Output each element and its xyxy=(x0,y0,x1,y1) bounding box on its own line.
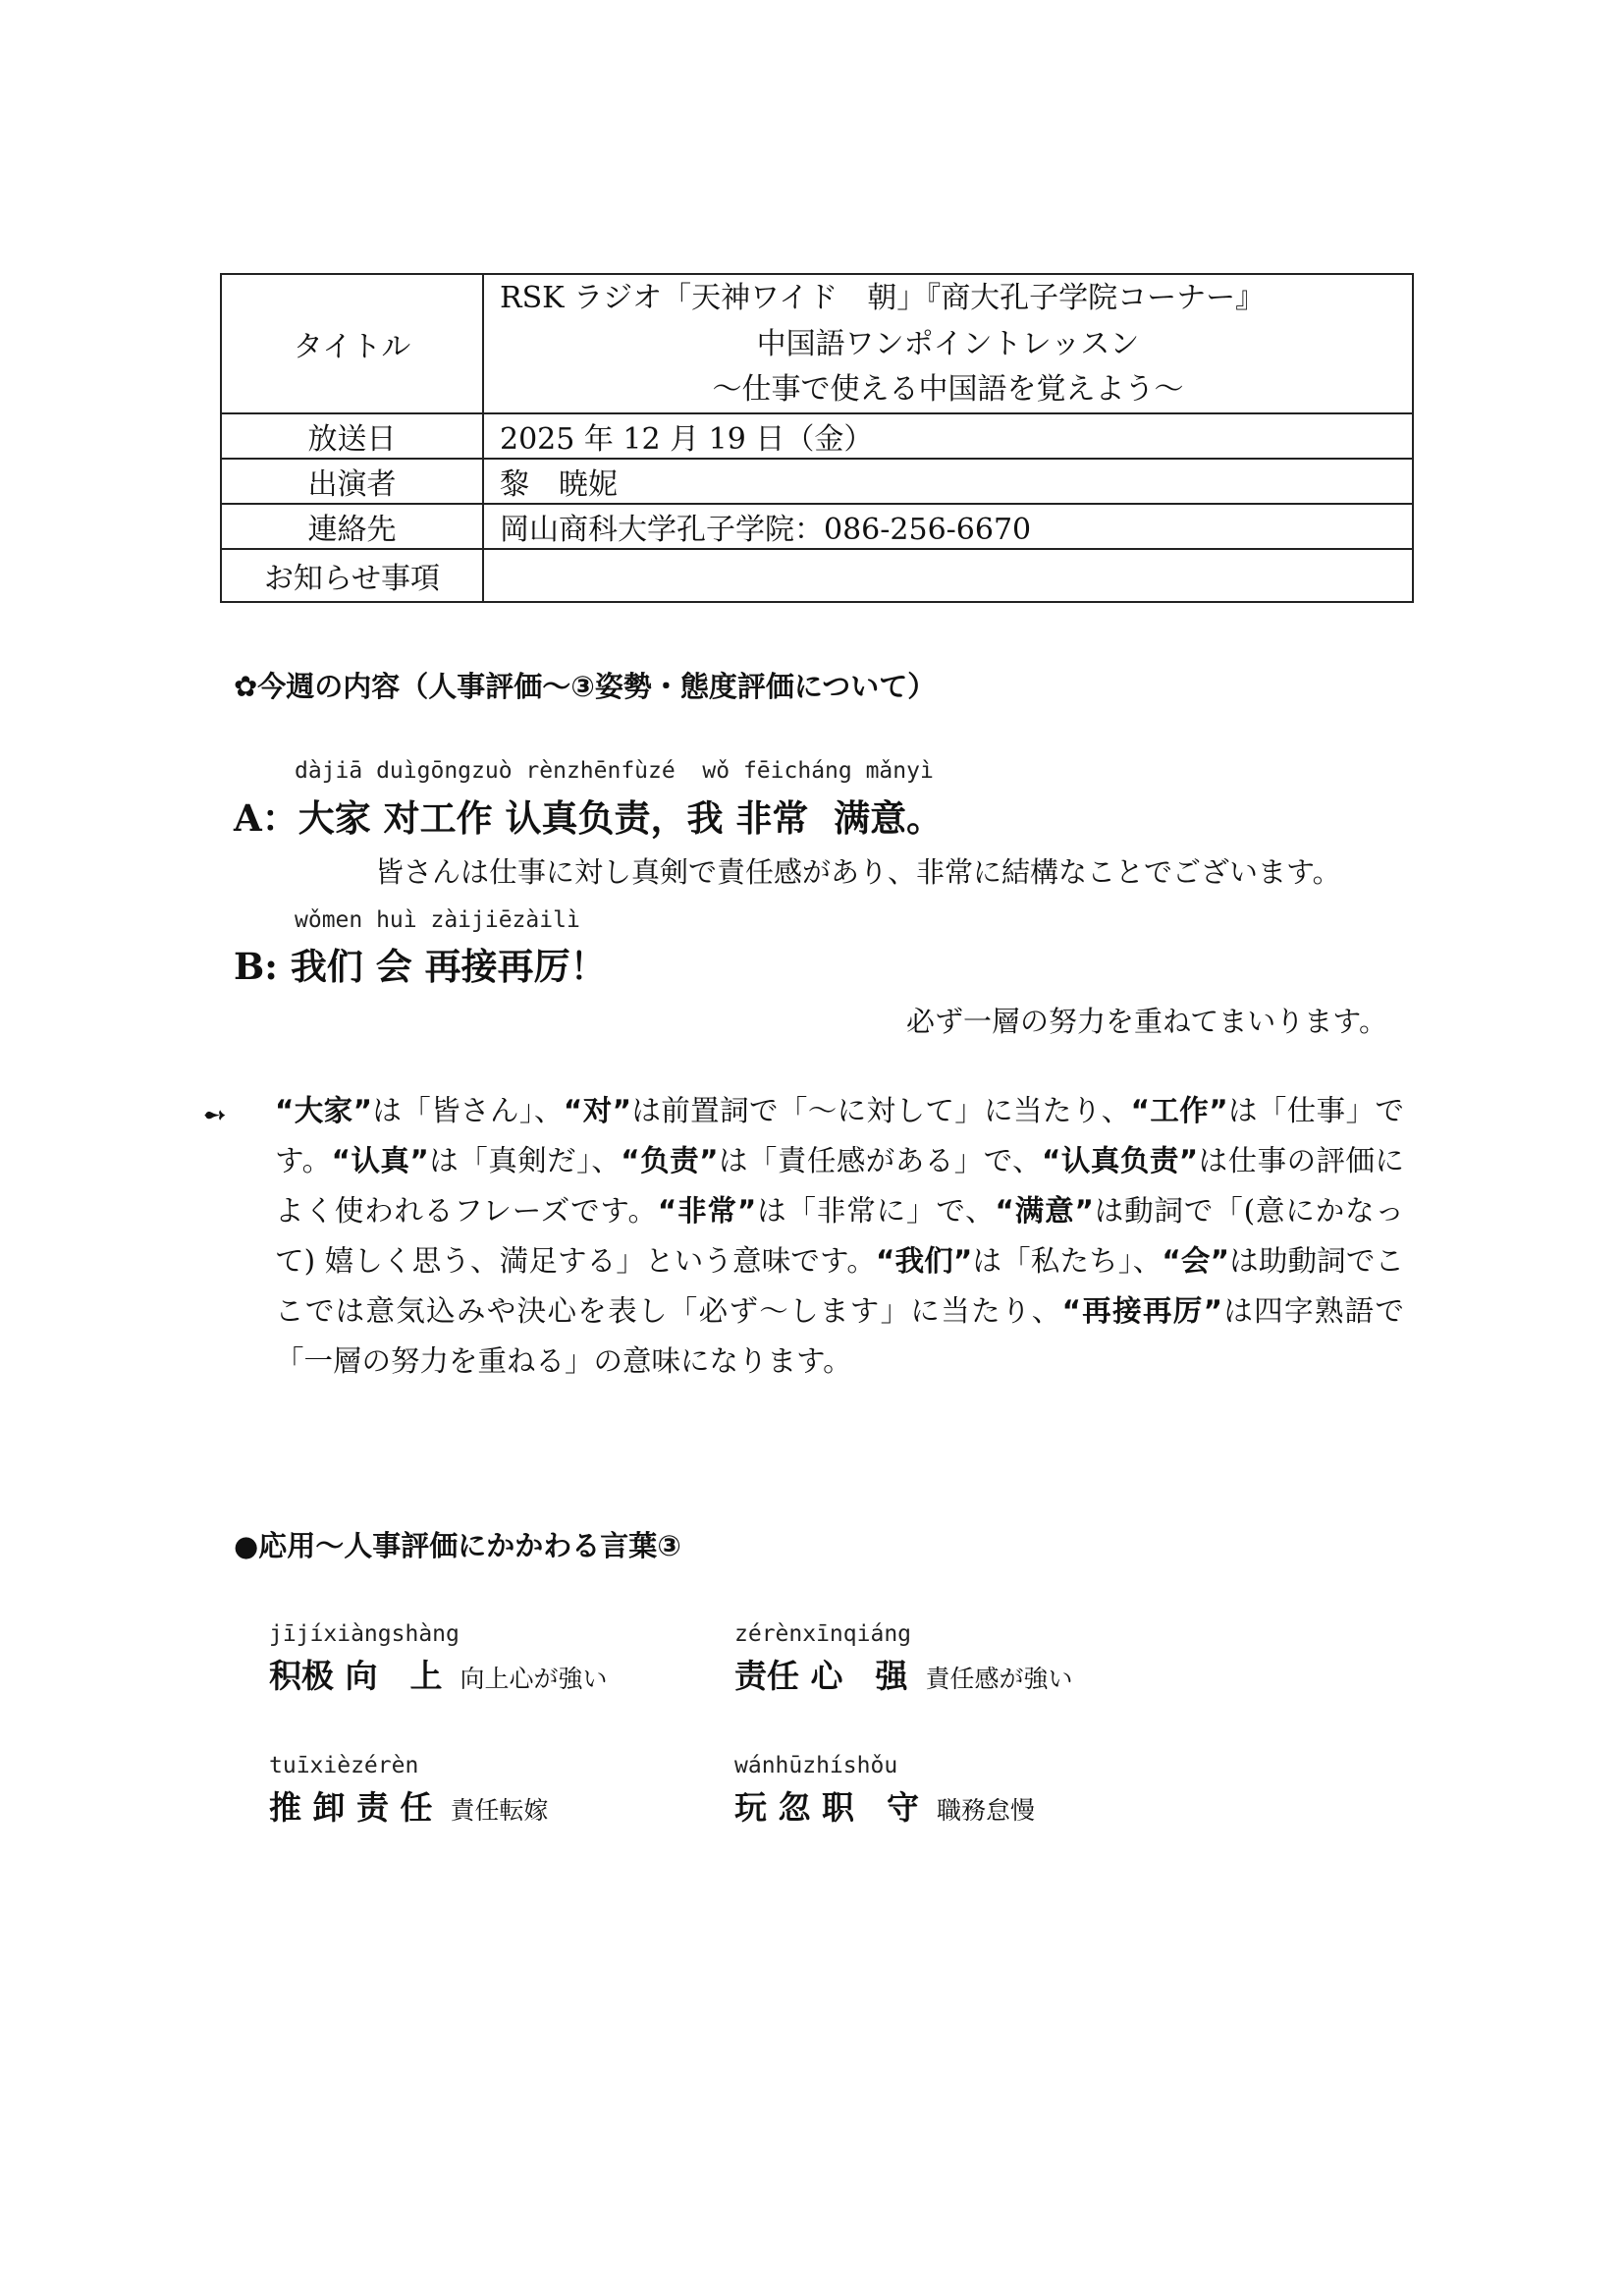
performer-label: 出演者 xyxy=(221,459,483,504)
explanation-text: は「真剣だ」、 xyxy=(428,1144,622,1177)
performer-row xyxy=(221,459,1413,504)
vocab-item xyxy=(734,1753,1035,1829)
contact-value: 岡山商科大学孔子学院：086-256-6670 xyxy=(483,504,1413,549)
title-line-2: 中国語ワンポイントレッスン xyxy=(756,327,1140,361)
explanation-text: は「責任感がある」で、 xyxy=(718,1144,1043,1177)
explanation-text: は「私たち」、 xyxy=(972,1244,1163,1278)
explanation-keyword: “满意” xyxy=(995,1194,1094,1228)
vocab-meaning: 向上心が強い xyxy=(460,1665,608,1693)
explanation-keyword: “再接再厉” xyxy=(1061,1294,1223,1328)
explanation-keyword: “工作” xyxy=(1130,1094,1228,1127)
explanation-text: は「仕事」です。 xyxy=(275,1094,1404,1177)
explanation-keyword: “非常” xyxy=(657,1194,757,1228)
dialog-a-pinyin: dàjiā duìgōngzuò rènzhēnfùzé wǒ fēicháng mǎnyì xyxy=(295,758,934,784)
explanation-keyword: “对” xyxy=(563,1094,631,1127)
explanation-keyword: “认真负责” xyxy=(1042,1144,1199,1177)
title-line-3: ～仕事で使える中国語を覚えよう～ xyxy=(712,372,1184,407)
vocab-meaning: 職務怠慢 xyxy=(936,1796,1035,1825)
notice-row xyxy=(221,549,1413,602)
date-value: 2025 年 12 月 19 日（金） xyxy=(483,413,1413,459)
vocab-word: 玩 忽 职 守 xyxy=(734,1788,919,1827)
vocab-item xyxy=(269,1621,608,1697)
vocab-word: 积极 向 上 xyxy=(269,1657,443,1695)
explanation-text: は「非常に」で、 xyxy=(756,1194,996,1228)
vocab-pinyin: jījíxiàngshàng xyxy=(269,1621,460,1647)
explanation-keyword: “大家” xyxy=(275,1094,372,1127)
date-label: 放送日 xyxy=(221,413,483,459)
explanation-keyword: “负责” xyxy=(621,1144,719,1177)
vocab-word: 推 卸 责 任 xyxy=(269,1788,433,1827)
dialog-b-translation: 必ず一層の努力を重ねてまいります。 xyxy=(906,1005,1387,1038)
vocab-meaning: 責任転嫁 xyxy=(450,1796,549,1825)
vocab-pinyin: zérènxīnqiáng xyxy=(734,1621,912,1647)
notice-label: お知らせ事項 xyxy=(221,549,483,602)
title-label: タイトル xyxy=(221,274,483,413)
date-row xyxy=(221,413,1413,459)
weekly-content-heading: ✿今週の内容（人事評価～③姿勢・態度評価について） xyxy=(234,670,937,703)
explanation-text: は仕事の評価によく使われるフレーズです。 xyxy=(275,1144,1404,1228)
explanation-text: は四字熟語で「一層の努力を重ねる」の意味になります。 xyxy=(275,1294,1404,1378)
vocab-pinyin: wánhūzhíshǒu xyxy=(734,1753,898,1778)
dialog-b-sentence: B: 我们 会 再接再厉！ xyxy=(234,945,607,988)
performer-value: 黎 暁妮 xyxy=(483,459,1413,504)
title-row xyxy=(221,274,1413,413)
explanation-text: は「皆さん」、 xyxy=(371,1094,564,1127)
explanation-keyword: “会” xyxy=(1162,1244,1229,1278)
vocab-meaning: 責任感が強い xyxy=(925,1665,1073,1693)
arrow-bullet-icon: ➻ xyxy=(202,1098,228,1132)
explanation-text: は助動詞でここでは意気込みや決心を表し「必ず～します」に当たり、 xyxy=(275,1244,1404,1328)
dialog-a-sentence: A：大家 对工作 认真负责，我 非常 满意。 xyxy=(234,796,944,840)
title-line-1: RSK ラジオ「天神ワイド 朝」『商大孔子学院コーナー』 xyxy=(500,281,1266,315)
contact-row xyxy=(221,504,1413,549)
explanation-text: は前置詞で「～に対して」に当たり、 xyxy=(630,1094,1131,1127)
vocab-pinyin: tuīxièzérèn xyxy=(269,1753,419,1778)
dialog-a-translation: 皆さんは仕事に対し真剣で責任感があり、非常に結構なことでございます。 xyxy=(375,855,1341,889)
vocab-word: 责任 心 强 xyxy=(734,1657,908,1695)
explanation-keyword: “我们” xyxy=(876,1244,973,1278)
vocab-item xyxy=(734,1621,1073,1697)
title-value xyxy=(483,274,1413,413)
explanation-paragraph xyxy=(275,1086,1404,1387)
notice-value xyxy=(483,549,1413,602)
applied-vocabulary-heading: ●応用～人事評価にかかわる言葉③ xyxy=(234,1529,681,1562)
dialog-b-pinyin: wǒmen huì zàijiēzàilì xyxy=(295,907,580,933)
info-table xyxy=(220,273,1414,603)
contact-label: 連絡先 xyxy=(221,504,483,549)
vocab-item xyxy=(269,1753,548,1829)
explanation-text: は動詞で「(意にかなって) 嬉しく思う、満足する」という意味です。 xyxy=(275,1194,1405,1278)
explanation-keyword: “认真” xyxy=(331,1144,429,1177)
